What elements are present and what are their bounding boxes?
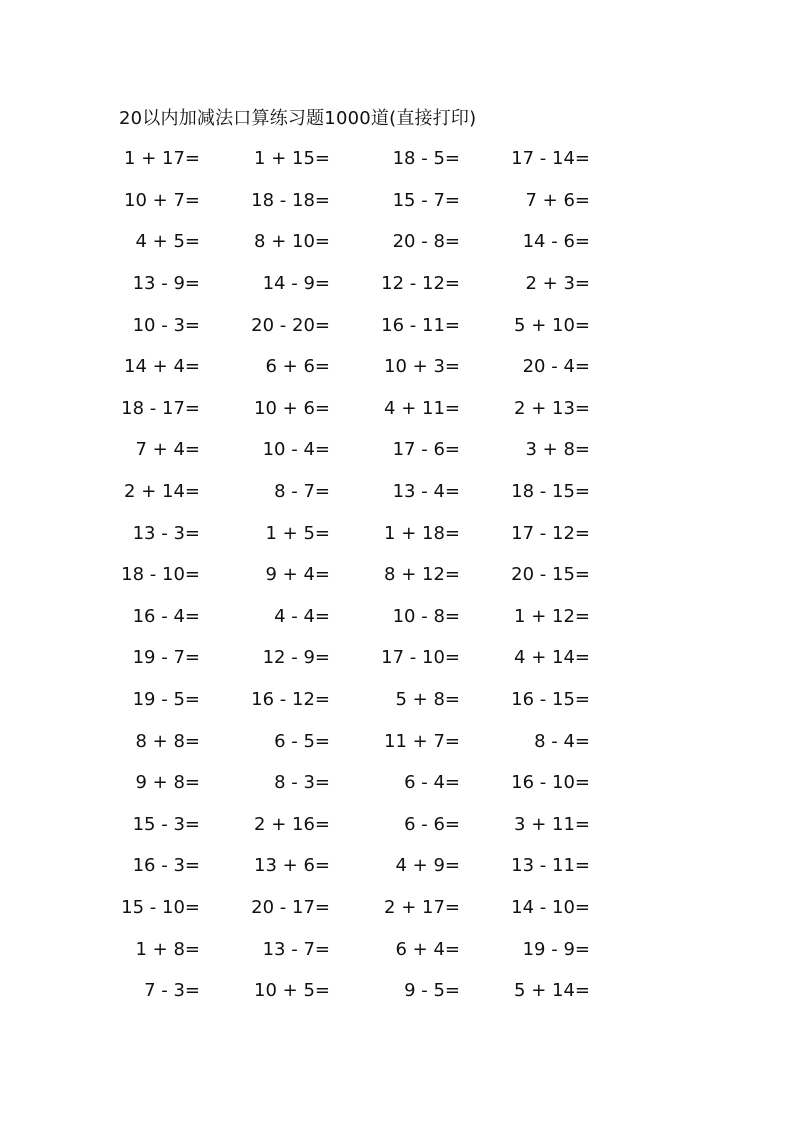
problem-item: 15 - 7= <box>392 189 460 211</box>
problem-item: 18 - 18= <box>251 189 330 211</box>
problem-item: 20 - 15= <box>511 564 590 586</box>
problem-item: 4 + 11= <box>384 397 460 419</box>
problem-item: 14 - 6= <box>522 231 590 253</box>
problem-item: 6 + 4= <box>395 938 460 960</box>
problem-item: 18 - 5= <box>392 148 460 170</box>
problem-item: 17 - 12= <box>511 522 590 544</box>
problem-item: 4 + 9= <box>395 855 460 877</box>
problem-item: 1 + 12= <box>514 605 590 627</box>
problem-item: 16 - 12= <box>251 689 330 711</box>
problem-item: 1 + 15= <box>254 148 330 170</box>
problem-item: 5 + 8= <box>395 689 460 711</box>
problem-item: 14 + 4= <box>124 356 200 378</box>
problem-item: 10 + 7= <box>124 189 200 211</box>
problem-item: 9 + 4= <box>265 564 330 586</box>
problem-item: 7 - 3= <box>144 980 200 1002</box>
problem-item: 13 + 6= <box>254 855 330 877</box>
problem-item: 8 + 8= <box>135 730 200 752</box>
problem-item: 2 + 13= <box>514 397 590 419</box>
problem-item: 11 + 7= <box>384 730 460 752</box>
problem-item: 2 + 17= <box>384 896 460 918</box>
problem-item: 16 - 10= <box>511 772 590 794</box>
problem-item: 16 - 4= <box>132 605 200 627</box>
problem-item: 10 - 4= <box>262 439 330 461</box>
problem-item: 1 + 17= <box>124 148 200 170</box>
problem-item: 12 - 12= <box>381 273 460 295</box>
problem-item: 10 + 3= <box>384 356 460 378</box>
problem-item: 18 - 17= <box>121 397 200 419</box>
problem-item: 20 - 4= <box>522 356 590 378</box>
problem-item: 5 + 14= <box>514 980 590 1002</box>
problem-item: 20 - 20= <box>251 314 330 336</box>
problem-item: 6 - 5= <box>274 730 330 752</box>
problem-item: 12 - 9= <box>262 647 330 669</box>
problem-item: 6 + 6= <box>265 356 330 378</box>
problem-item: 7 + 4= <box>135 439 200 461</box>
problem-item: 19 - 7= <box>132 647 200 669</box>
problem-item: 19 - 9= <box>522 938 590 960</box>
problem-item: 16 - 15= <box>511 689 590 711</box>
problem-item: 16 - 3= <box>132 855 200 877</box>
problem-item: 10 - 8= <box>392 605 460 627</box>
problem-item: 7 + 6= <box>525 189 590 211</box>
problem-item: 10 + 5= <box>254 980 330 1002</box>
problem-item: 13 - 9= <box>132 273 200 295</box>
problem-item: 9 + 8= <box>135 772 200 794</box>
problem-item: 2 + 16= <box>254 813 330 835</box>
problem-item: 8 - 7= <box>274 481 330 503</box>
problem-item: 8 - 3= <box>274 772 330 794</box>
problem-item: 16 - 11= <box>381 314 460 336</box>
problem-item: 15 - 3= <box>132 813 200 835</box>
problem-item: 8 + 10= <box>254 231 330 253</box>
problem-item: 20 - 17= <box>251 896 330 918</box>
problem-item: 19 - 5= <box>132 689 200 711</box>
problem-item: 1 + 5= <box>265 522 330 544</box>
problem-item: 18 - 15= <box>511 481 590 503</box>
problem-item: 17 - 6= <box>392 439 460 461</box>
problem-item: 2 + 3= <box>525 273 590 295</box>
problem-item: 3 + 8= <box>525 439 590 461</box>
problem-item: 10 + 6= <box>254 397 330 419</box>
problem-item: 13 - 4= <box>392 481 460 503</box>
problem-item: 20 - 8= <box>392 231 460 253</box>
problem-item: 13 - 7= <box>262 938 330 960</box>
problem-item: 13 - 11= <box>511 855 590 877</box>
problem-item: 3 + 11= <box>514 813 590 835</box>
problem-item: 6 - 6= <box>404 813 460 835</box>
problem-item: 18 - 10= <box>121 564 200 586</box>
problem-item: 5 + 10= <box>514 314 590 336</box>
problem-item: 10 - 3= <box>132 314 200 336</box>
problem-item: 4 + 5= <box>135 231 200 253</box>
problem-item: 13 - 3= <box>132 522 200 544</box>
problem-item: 14 - 9= <box>262 273 330 295</box>
problem-item: 8 + 12= <box>384 564 460 586</box>
problem-item: 17 - 10= <box>381 647 460 669</box>
problem-grid <box>105 138 590 1011</box>
problem-item: 4 - 4= <box>274 605 330 627</box>
problem-item: 1 + 8= <box>135 938 200 960</box>
problem-item: 9 - 5= <box>404 980 460 1002</box>
page-title: 20以内加减法口算练习题1000道(直接打印) <box>119 108 477 129</box>
problem-item: 14 - 10= <box>511 896 590 918</box>
problem-item: 2 + 14= <box>124 481 200 503</box>
problem-item: 8 - 4= <box>534 730 590 752</box>
problem-item: 15 - 10= <box>121 896 200 918</box>
problem-item: 1 + 18= <box>384 522 460 544</box>
problem-item: 6 - 4= <box>404 772 460 794</box>
problem-item: 17 - 14= <box>511 148 590 170</box>
problem-item: 4 + 14= <box>514 647 590 669</box>
